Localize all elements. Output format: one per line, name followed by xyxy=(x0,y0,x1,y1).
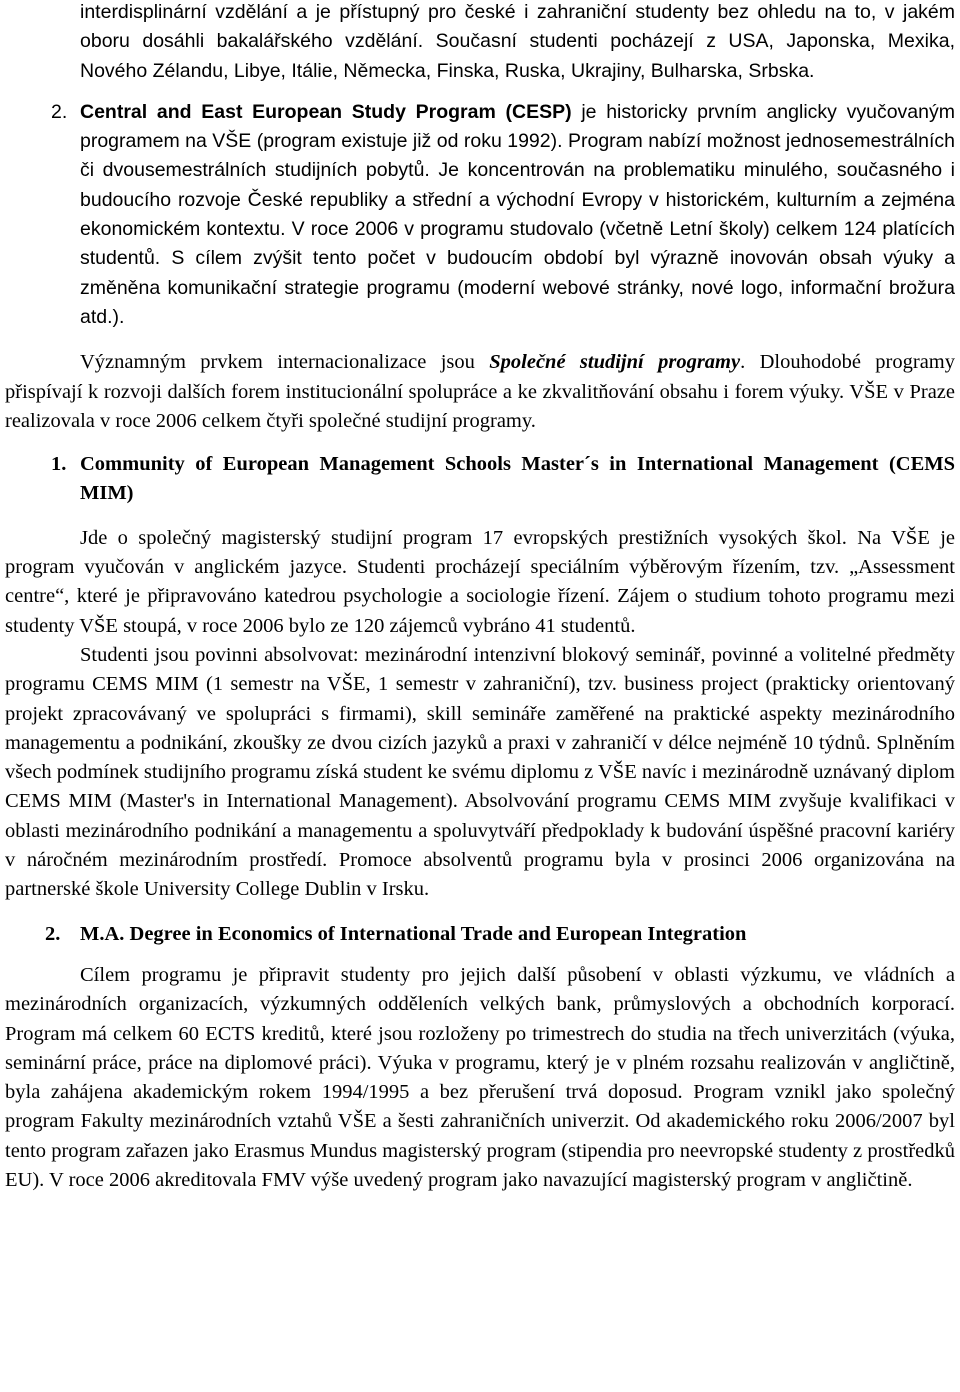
joint-programs-emphasis: Společné studijní programy xyxy=(489,351,741,374)
joint-programs-intro: Významným prvkem internacionalizace jsou xyxy=(80,351,490,374)
cesp-text: je historicky prvním anglicky vyučovaným programem na VŠE (program existuje již od roku 1992). Program nabízí možnost jednosemestrálních či dvousemestrálních studijních pobytů. Je koncentrován na problematiku minulého, současného i budoucího rozvoje České republiky a střední a východní Evropy v historickém, kulturním a zejména ekonomickém kontextu. V roce 2006 v programu studovalo (včetně Letní školy) celkem 124 platících studentů. S cílem zvýšit tento počet v budoucím období byl výrazně inovován obsah výuky a změněna komunikační strategie programu (moderní webové stránky, nové logo, informační brožura atd.). xyxy=(80,100,955,328)
joint-programs-paragraph xyxy=(5,348,955,436)
ma-heading xyxy=(45,920,955,949)
joint-programs-text: . Dlouhodobé programy přispívají k rozvoji dalších forem institucionální spolupráce a ke zkvalitňování obsahu i forem výuky. VŠE v Praze realizovala v roce 2006 celkem čtyři společné studijní programy. xyxy=(5,351,955,432)
prev-item-text: interdisplinární vzdělání a je přístupný pro české i zahraniční studenty bez ohledu na to, v jakém oboru dosáhli bakalářského vzdělání. Současní studenti pocházejí z USA, Japonska, Mexika, Nového Zélandu, Libye, Itálie, Německa, Finska, Ruska, Ukrajiny, Bulharska, Srbska. xyxy=(80,1,955,82)
cesp-item xyxy=(51,98,955,332)
cesp-paragraph xyxy=(51,98,955,332)
cems-paragraph-2 xyxy=(5,641,955,905)
cesp-item-number: 2. xyxy=(51,100,68,123)
ma-heading-number: 2. xyxy=(45,922,61,945)
document-page xyxy=(5,0,955,1195)
cems-heading xyxy=(51,450,955,509)
cems-heading-title: Community of European Management Schools Master´s in International Management (CEMS MIM) xyxy=(80,453,955,505)
cems-heading-number: 1. xyxy=(51,453,67,476)
cems-paragraph-1-text: Jde o společný magisterský studijní program 17 evropských prestižních vysokých škol. Na VŠE je program vyučován v anglickém jazyce. Studenti procházejí speciálním výběrovým řízením, tzv. „Assessment centre“, které je připravováno katedrou psychologie a sociologie řízení. Zájem o studium tohoto programu mezi studenty VŠE stoupá, v roce 2006 bylo ze 120 zájemců vybráno 41 studentů. xyxy=(5,526,955,637)
cesp-prev-item-continuation xyxy=(80,0,955,86)
cems-paragraph-1 xyxy=(5,524,955,641)
ma-heading-title: M.A. Degree in Economics of International Trade and European Integration xyxy=(80,922,747,945)
cesp-title: Central and East European Study Program (CESP) xyxy=(80,100,572,123)
ma-paragraph-text: Cílem programu je připravit studenty pro jejich další působení v oblasti výzkumu, ve vládních a mezinárodních organizacích, výzkumných odděleních velkých bank, průmyslových a obchodních korporací. Program má celkem 60 ECTS kreditů, které jsou rozloženy po trimestrech do studia na třech univerzitách (výuka, seminární práce, práce na diplomové práci). Výuka v programu, který je v plném rozsahu realizován v angličtině, byla zahájena akademickým rokem 1994/1995 a bez přerušení trvá doposud. Program vznikl jako společný program Fakulty mezinárodních vztahů VŠE a šesti zahraničních univerzit. Od akademického roku 2006/2007 byl tento program zařazen jako Erasmus Mundus magisterský program (stipendia pro neevropské studenty z prostředků EU). V roce 2006 akreditovala FMV výše uvedený program jako navazující magisterský program v angličtině. xyxy=(5,963,955,1191)
cems-paragraph-2-text: Studenti jsou povinni absolvovat: mezinárodní intenzivní blokový seminář, povinné a volitelné předměty programu CEMS MIM (1 semestr na VŠE, 1 semestr v zahraniční), tzv. business project (prakticky orientovaný projekt zpracovávaný ve spolupráci s firmami), skill semináře zaměřené na praktické aspekty mezinárodního managementu a podnikání, zkoušky ze dvou cizích jazyků a praxi v zahraničí v délce nejméně 10 týdnů. Splněním všech podmínek studijního programu získá student ke svému diplomu z VŠE navíc i mezinárodně uznávaný diplom CEMS MIM (Master's in International Management). Absolvování programu CEMS MIM zvyšuje kvalifikaci v oblasti mezinárodního podnikání a managementu a spoluvytváří předpoklady k budování úspěšné pracovní kariéry v náročném mezinárodním prostředí. Promoce absolventů programu byla v prosinci 2006 organizována na partnerské škole University College Dublin v Irsku. xyxy=(5,643,955,901)
ma-paragraph xyxy=(5,961,955,1195)
